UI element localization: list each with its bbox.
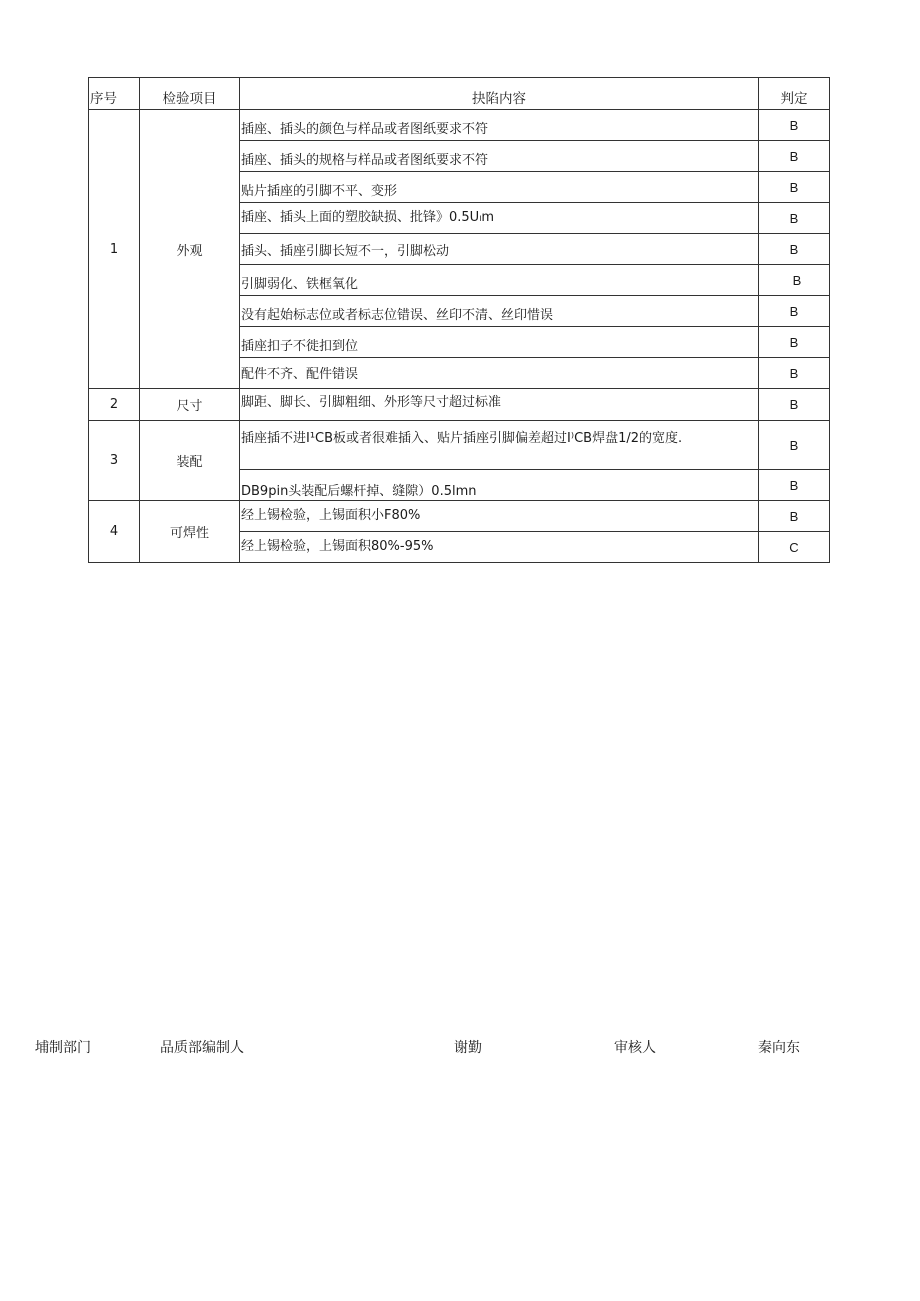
defect-description: DB9pin头装配后螺杆掉、缝隙）0.5lmn (240, 470, 759, 501)
header-defect-content: 抉陷内容 (240, 78, 759, 110)
footer-dept-value: 品质部编制人 (160, 1040, 244, 1056)
defect-description: 插座、插头上面的塑胶缺损、批锋》0.5Uₗm (240, 203, 759, 234)
table-row (89, 501, 830, 532)
group-item-name: 尺寸 (140, 389, 240, 421)
defect-description: 经上锡检验，上锡面积小F80% (240, 501, 759, 532)
footer-dept-label: 埔制部门 (35, 1040, 91, 1056)
defect-description: 插座、插头的颜色与样品或者图纸要求不符 (240, 110, 759, 141)
defect-grade: B (759, 203, 830, 234)
defect-description: 插座扣子不徙扣到位 (240, 327, 759, 358)
defect-grade: B (759, 470, 830, 501)
group-number: 3 (89, 421, 140, 501)
group-number: 1 (89, 110, 140, 389)
defect-description: 脚距、脚长、引脚粗细、外形等尺寸超过标准 (240, 389, 759, 421)
defect-grade: B (759, 110, 830, 141)
defect-grade: B (759, 327, 830, 358)
group-item-name: 装配 (140, 421, 240, 501)
inspection-table (88, 77, 830, 563)
defect-description: 没有起始标志位或者标志位错误、丝印不清、丝印惜误 (240, 296, 759, 327)
defect-grade: C (759, 532, 830, 563)
table-row (89, 110, 830, 141)
defect-grade: B (759, 141, 830, 172)
footer-author: 谢勤 (454, 1040, 482, 1056)
header-inspection-item: 检验项目 (140, 78, 240, 110)
defect-description: 插座插不进I¹CB板或者很难插入、贴片插座引脚偏差超过I⁾CB焊盘1/2的宽度. (240, 421, 759, 470)
defect-description: 经上锡检验，上锡面积80%-95% (240, 532, 759, 563)
defect-grade: B (759, 389, 830, 421)
defect-grade: B (759, 172, 830, 203)
defect-grade: B (759, 296, 830, 327)
defect-grade: B (759, 358, 830, 389)
group-number: 4 (89, 501, 140, 563)
group-item-name: 可焊性 (140, 501, 240, 563)
defect-grade: B (759, 234, 830, 265)
defect-description: 引脚弱化、铁框氧化 (240, 265, 759, 296)
footer-reviewer: 秦向东 (758, 1040, 800, 1056)
table-row (89, 389, 830, 421)
table-header-row (89, 78, 830, 110)
header-judgement: 判定 (759, 78, 830, 110)
defect-description: 插座、插头的规格与样品或者图纸要求不符 (240, 141, 759, 172)
group-number: 2 (89, 389, 140, 421)
group-item-name: 外观 (140, 110, 240, 389)
footer-reviewer-label: 审核人 (614, 1040, 656, 1056)
defect-description: 贴片插座的引脚不平、变形 (240, 172, 759, 203)
header-serial-number: 序号 (89, 78, 140, 110)
table-row (89, 421, 830, 470)
defect-grade: B (759, 501, 830, 532)
defect-description: 插头、插座引脚长短不一，引脚松动 (240, 234, 759, 265)
defect-description: 配件不齐、配件错误 (240, 358, 759, 389)
defect-grade: B (759, 265, 830, 296)
defect-grade: B (759, 421, 830, 470)
